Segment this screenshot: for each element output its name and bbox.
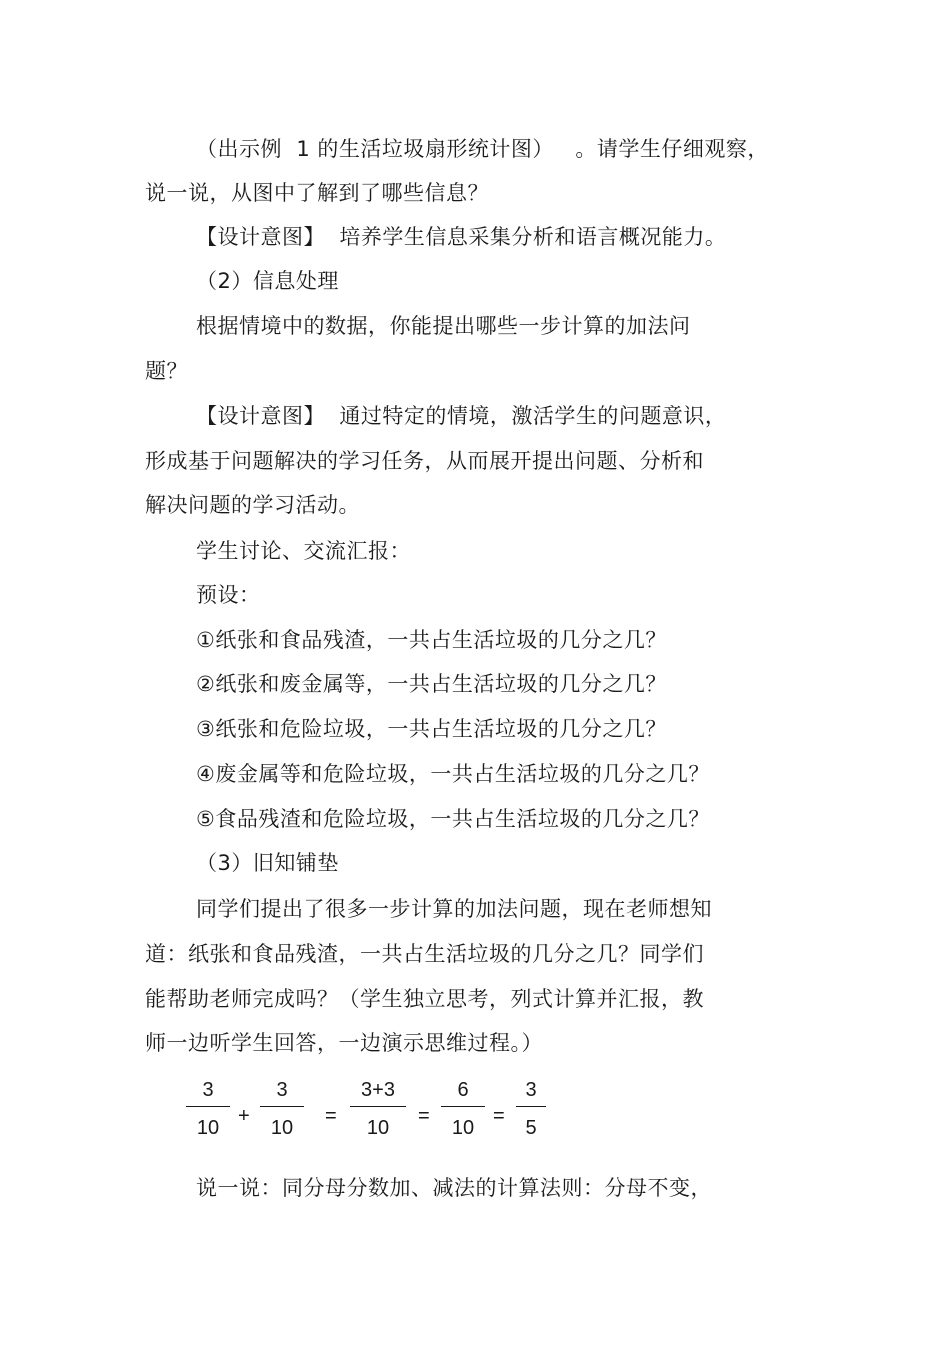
equals-sign: = — [493, 1105, 505, 1127]
paragraph-line: 形成基于问题解决的学习任务，从而展开提出问题、分析和 — [145, 449, 704, 473]
list-item: ①纸张和食品残渣，一共占生活垃圾的几分之几？ — [196, 628, 667, 652]
list-item: ②纸张和废金属等，一共占生活垃圾的几分之几？ — [196, 672, 667, 696]
denominator: 5 — [525, 1117, 537, 1139]
paragraph-line: 道：纸张和食品残渣，一共占生活垃圾的几分之几？同学们 — [145, 942, 704, 966]
design-intent-line: 【设计意图】 培养学生信息采集分析和语言概况能力。 — [196, 225, 727, 249]
paragraph-line: （出示例 1 的生活垃圾扇形统计图） 。请学生仔细观察， — [196, 137, 769, 161]
denominator: 10 — [270, 1117, 294, 1139]
numerator: 6 — [457, 1079, 469, 1101]
numerator: 3 — [276, 1079, 288, 1101]
fraction-bar — [186, 1106, 230, 1107]
denominator: 10 — [451, 1117, 475, 1139]
paragraph-line: 说一说，从图中了解到了哪些信息？ — [145, 181, 489, 205]
fraction — [186, 1077, 230, 1141]
denominator: 10 — [196, 1117, 220, 1139]
fraction — [260, 1077, 304, 1141]
fraction — [350, 1077, 406, 1141]
paragraph-line: 题？ — [145, 359, 188, 383]
list-item: ③纸张和危险垃圾，一共占生活垃圾的几分之几？ — [196, 717, 667, 741]
paragraph-line: 预设： — [196, 583, 261, 607]
denominator: 10 — [366, 1117, 390, 1139]
paragraph-line: 解决问题的学习活动。 — [145, 493, 360, 517]
section-heading: （2）信息处理 — [196, 269, 339, 293]
fraction-bar — [516, 1106, 546, 1107]
fraction — [516, 1077, 546, 1141]
paragraph-line: 能帮助老师完成吗？（学生独立思考，列式计算并汇报，教 — [145, 987, 704, 1011]
numerator: 3 — [202, 1079, 214, 1101]
equals-sign: = — [418, 1105, 430, 1127]
section-heading: （3）旧知铺垫 — [196, 851, 339, 875]
list-item: ④废金属等和危险垃圾，一共占生活垃圾的几分之几？ — [196, 762, 710, 786]
paragraph-line: 根据情境中的数据，你能提出哪些一步计算的加法问 — [196, 314, 691, 338]
fraction — [441, 1077, 485, 1141]
plus-sign: + — [238, 1105, 250, 1127]
fraction-bar — [260, 1106, 304, 1107]
paragraph-line: 学生讨论、交流汇报： — [196, 539, 411, 563]
paragraph-line: 说一说：同分母分数加、减法的计算法则：分母不变， — [196, 1176, 712, 1200]
fraction-bar — [350, 1106, 406, 1107]
numerator: 3+3 — [361, 1079, 395, 1101]
numerator: 3 — [525, 1079, 537, 1101]
paragraph-line: 同学们提出了很多一步计算的加法问题，现在老师想知 — [196, 897, 712, 921]
list-item: ⑤食品残渣和危险垃圾，一共占生活垃圾的几分之几？ — [196, 807, 710, 831]
design-intent-line: 【设计意图】 通过特定的情境，激活学生的问题意识， — [196, 404, 727, 428]
fraction-bar — [441, 1106, 485, 1107]
equals-sign: = — [325, 1105, 337, 1127]
paragraph-line: 师一边听学生回答，一边演示思维过程。） — [145, 1031, 543, 1055]
